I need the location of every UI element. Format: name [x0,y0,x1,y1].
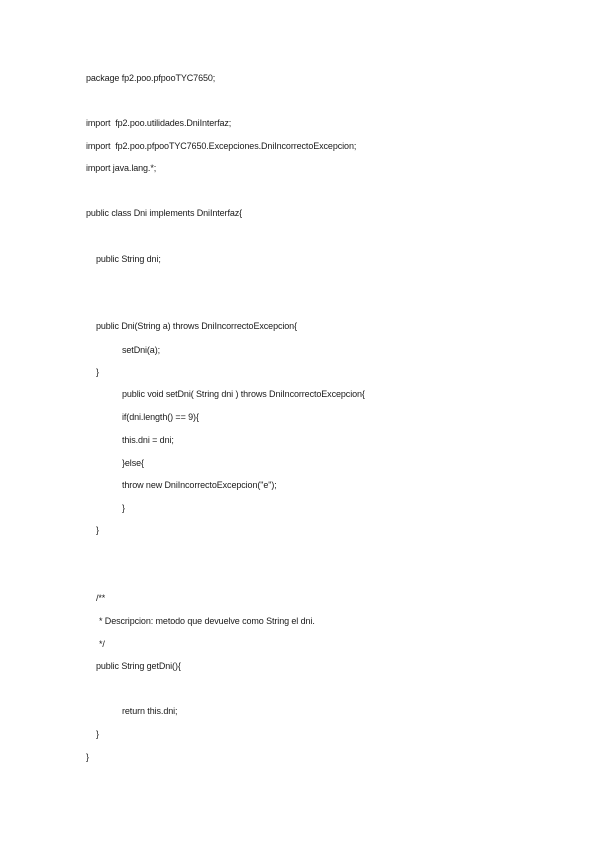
code-line-setter: public void setDni( String dni ) throws DniIncorrectoExcepcion{ [122,389,365,399]
code-line-package: package fp2.poo.pfpooTYC7650; [86,73,216,83]
code-line-getter-close: } [96,729,99,739]
code-line-constructor-body: setDni(a); [122,345,161,355]
code-line-getter: public String getDni(){ [96,661,181,671]
code-line-constructor-close: } [96,367,99,377]
code-line-assign: this.dni = dni; [122,435,174,445]
code-line-comment-close: */ [99,639,105,649]
code-line-class-decl: public class Dni implements DniInterfaz{ [86,208,243,218]
code-line-throw: throw new DniIncorrectoExcepcion("e"); [122,480,277,490]
code-line-constructor: public Dni(String a) throws DniIncorrectoExcepcion{ [96,321,297,331]
code-line-if-close: } [122,503,125,513]
code-line-class-close: } [86,752,89,762]
code-line-import-3: import java.lang.*; [86,163,157,173]
code-line-if: if(dni.length() == 9){ [122,412,199,422]
code-line-import-2: import fp2.poo.pfpooTYC7650.Excepciones.DniIncorrectoExcepcion; [86,141,357,151]
code-line-comment-desc: * Descripcion: metodo que devuelve como String el dni. [99,616,315,626]
code-line-field: public String dni; [96,254,161,264]
code-line-import-1: import fp2.poo.utilidades.DniInterfaz; [86,118,232,128]
code-line-setter-close: } [96,525,99,535]
code-line-comment-open: /** [96,593,106,603]
code-line-else: }else{ [122,458,144,468]
code-line-return: return this.dni; [122,706,178,716]
